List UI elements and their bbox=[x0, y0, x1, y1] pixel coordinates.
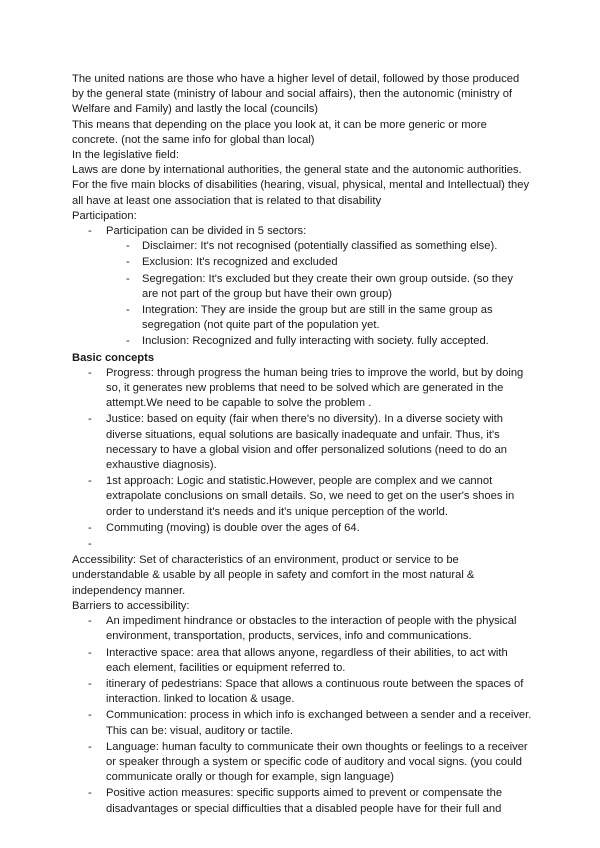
list-item: - Language: human faculty to communicate their own thoughts or feelings to a receiver or speaker through a system or specific code of auditory and vocal signs. (you could communicate orally or though for example, sign language) bbox=[72, 740, 532, 786]
participation-list bbox=[72, 224, 532, 350]
basic-concepts-heading: Basic concepts bbox=[72, 351, 155, 364]
accessibility-definition: Accessibility: Set of characteristics of an environment, product or service to be understandable & usable by all people in safety and comfort in the most natural & independency manner. bbox=[72, 554, 475, 597]
list-item: - Commuting (moving) is double over the ages of 64. bbox=[72, 521, 532, 536]
list-item: - Integration: They are inside the group but are still in the same group as segregation (not quite part of the population yet. bbox=[106, 303, 532, 333]
paragraph-place: This means that depending on the place you look at, it can be more generic or more concrete. (not the same info for global than local) bbox=[72, 118, 487, 146]
paragraph-laws: Laws are done by international authorities, the general state and the autonomic authorities. For the five main blocks of disabilities (hearing, visual, physical, mental and Intellectual) they all have at least one association that is related to that disability bbox=[72, 164, 530, 207]
list-item: - Inclusion: Recognized and fully interacting with society. fully accepted. bbox=[106, 334, 532, 349]
list-item: - Disclaimer: It's not recognised (potentially classified as something else). bbox=[106, 239, 532, 254]
list-item: - Exclusion: It's recognized and excluded bbox=[106, 255, 532, 270]
list-item: - Positive action measures: specific supports aimed to prevent or compensate the disadvantages or special difficulties that a disabled people have for their full and bbox=[72, 786, 532, 816]
barriers-list bbox=[72, 614, 532, 817]
list-item: - Communication: process in which info is exchanged between a sender and a receiver. This can be: visual, auditory or tactile. bbox=[72, 708, 532, 738]
list-item-empty bbox=[72, 537, 532, 552]
list-item: - Interactive space: area that allows anyone, regardless of their abilities, to act with each element, facilities or equipment referred to. bbox=[72, 646, 532, 676]
paragraph-legislative-field: In the legislative field: bbox=[72, 149, 179, 162]
list-item: - Segregation: It's excluded but they create their own group outside. (so they are not part of the group but have their own group) bbox=[106, 272, 532, 302]
list-item: - itinerary of pedestrians: Space that allows a continuous route between the spaces of interaction. linked to location & usage. bbox=[72, 677, 532, 707]
basic-concepts-list bbox=[72, 366, 532, 552]
list-item: - 1st approach: Logic and statistic.However, people are complex and we cannot extrapolate conclusions on small details. So, we need to get on the user's shoes in order to understand it's needs and it's unique perception of the world. bbox=[72, 474, 532, 520]
paragraph-united-nations: The united nations are those who have a higher level of detail, followed by those produced by the general state (ministry of labour and social affairs), then the autonomic (ministry of Welfare and Family) and lastly the local (councils) bbox=[72, 73, 520, 116]
document-page bbox=[72, 72, 532, 818]
barriers-title: Barriers to accessibility: bbox=[72, 599, 190, 612]
list-item: - An impediment hindrance or obstacles to the interaction of people with the physical environment, transportation, products, services, info and communications. bbox=[72, 614, 532, 644]
list-item bbox=[72, 224, 532, 350]
list-item: - Justice: based on equity (fair when there's no diversity). In a diverse society with diverse situations, equal solutions are basically inadequate and unfair. Thus, it's necessary to have a global vision and offer personalized solutions (need to do an exhaustive diagnosis). bbox=[72, 412, 532, 473]
paragraph-participation-label: Participation: bbox=[72, 209, 137, 222]
participation-sectors bbox=[106, 239, 532, 349]
participation-intro: Participation can be divided in 5 sectors: bbox=[106, 225, 307, 238]
list-item: - Progress: through progress the human being tries to improve the world, but by doing so, it generates new problems that need to be solved which are generated in the attempt.We need to be capable to solve the problem . bbox=[72, 366, 532, 412]
